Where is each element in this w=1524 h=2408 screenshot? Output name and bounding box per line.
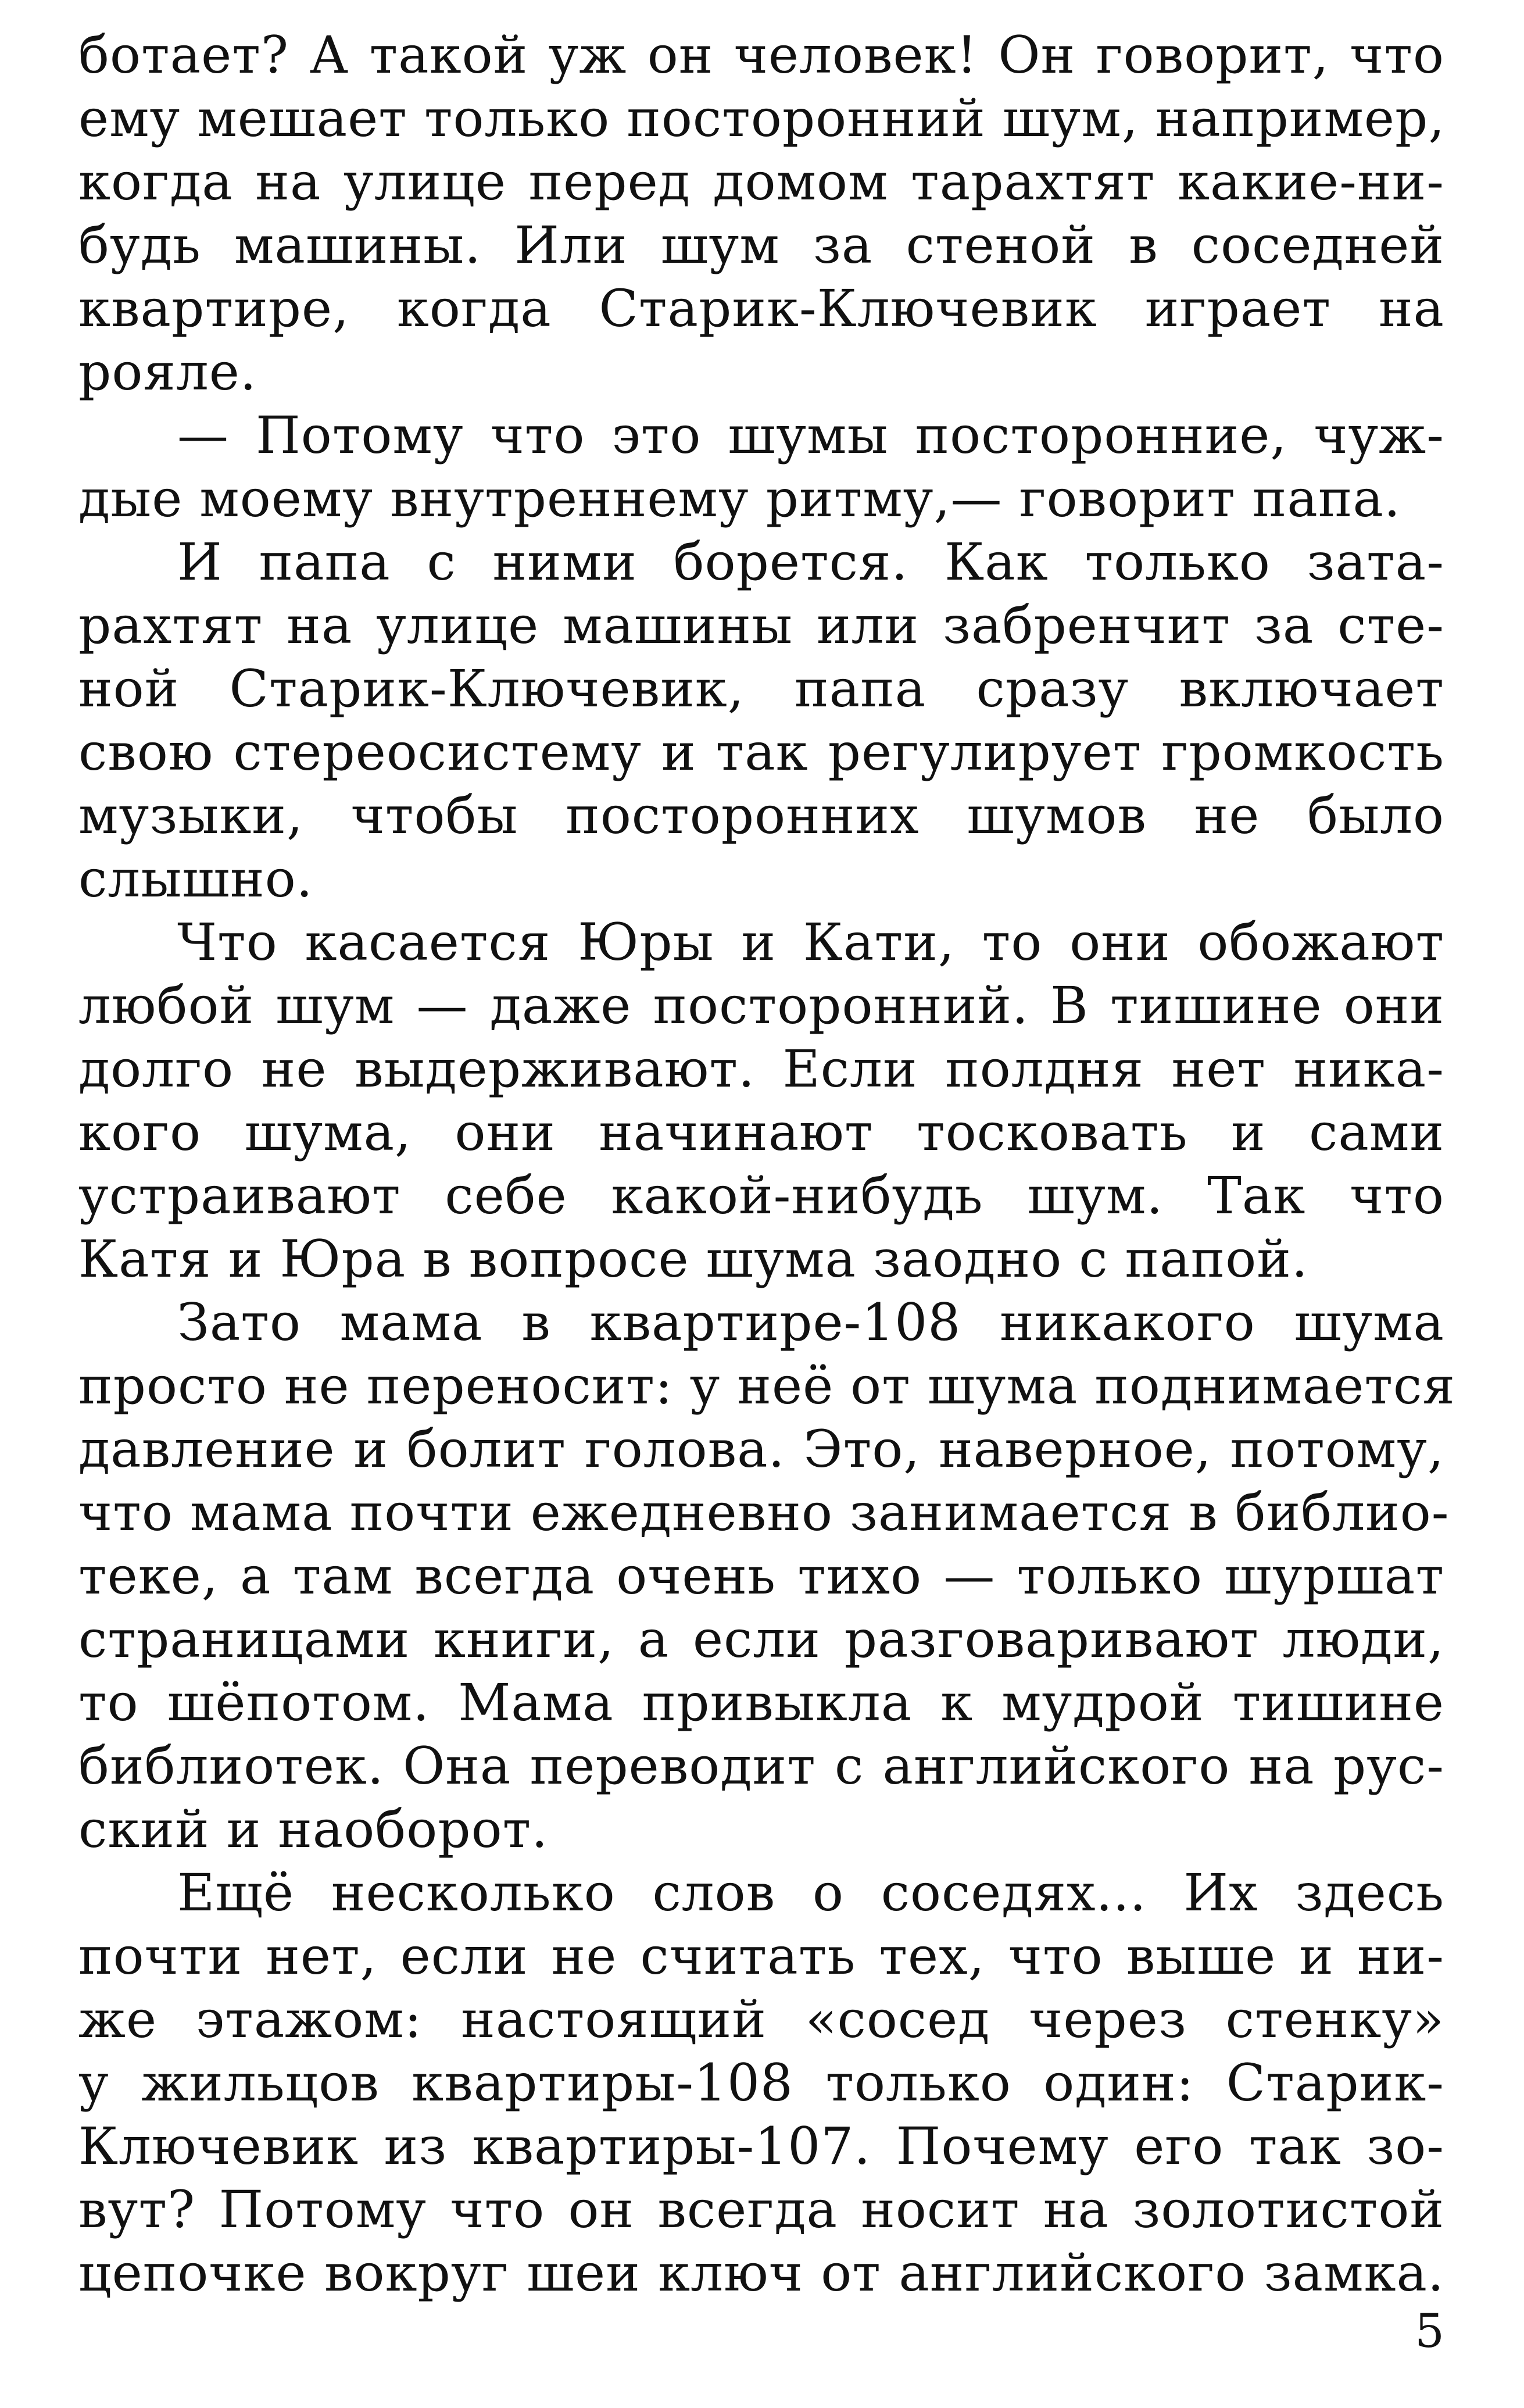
text-line: Что касается Юры и Кати, то они обожают: [177, 912, 1444, 972]
text-line: ский и наоборот.: [78, 1799, 549, 1859]
text-line: кого шума, они начинают тосковать и сами: [78, 1102, 1444, 1162]
text-line: Ещё несколько слов о соседях... Их здесь: [177, 1863, 1444, 1923]
text-line: квартире, когда Старик-Ключевик играет на: [78, 278, 1444, 338]
text-line: то шёпотом. Мама привыкла к мудрой тишине: [78, 1673, 1444, 1732]
text-line: библиотек. Она переводит с английского на рус-: [78, 1736, 1444, 1796]
text-line: страницами книги, а если разговаривают люди,: [78, 1609, 1444, 1669]
text-line: устраивают себе какой-нибудь шум. Так что: [78, 1166, 1444, 1226]
page-number: 5: [1415, 2304, 1444, 2358]
text-line: почти нет, если не считать тех, что выше и ни-: [78, 1926, 1444, 1986]
text-line: Ключевик из квартиры-107. Почему его так зо-: [78, 2116, 1444, 2176]
text-line: И папа с ними борется. Как только зата-: [177, 532, 1444, 592]
text-line: ботает? А такой уж он человек! Он говорит, что: [78, 25, 1444, 85]
text-line: просто не переносит: у неё от шума поднимается: [78, 1356, 1455, 1416]
text-line: же этажом: настоящий «сосед через стенку»: [78, 1989, 1444, 2049]
text-line: давление и болит голова. Это, наверное, потому,: [78, 1419, 1444, 1479]
text-line: свою стереосистему и так регулирует громкость: [78, 722, 1444, 782]
text-line: у жильцов квартиры-108 только один: Старик-: [78, 2053, 1444, 2113]
text-line: вут? Потому что он всегда носит на золотистой: [78, 2180, 1444, 2239]
text-line: — Потому что это шумы посторонние, чуж-: [177, 405, 1444, 465]
text-line: будь машины. Или шум за стеной в соседней: [78, 215, 1444, 275]
text-line: теке, а там всегда очень тихо — только шуршат: [78, 1546, 1444, 1606]
text-line: цепочке вокруг шеи ключ от английского замка.: [78, 2243, 1444, 2303]
text-line: Катя и Юра в вопросе шума заодно с папой.: [78, 1229, 1308, 1289]
text-line: ему мешает только посторонний шум, например,: [78, 88, 1446, 148]
text-line: что мама почти ежедневно занимается в библио-: [78, 1482, 1450, 1542]
text-line: любой шум — даже посторонний. В тишине они: [78, 976, 1444, 1035]
text-line: музыки, чтобы посторонних шумов не было: [78, 785, 1444, 845]
text-line: рахтят на улице машины или забренчит за сте-: [78, 595, 1444, 655]
text-line: долго не выдерживают. Если полдня нет ника-: [78, 1039, 1444, 1099]
text-line: рояле.: [78, 342, 257, 402]
page-text: [78, 23, 1455, 2305]
text-line: ной Старик-Ключевик, папа сразу включает: [78, 659, 1444, 719]
text-line: Зато мама в квартире-108 никакого шума: [177, 1292, 1444, 1352]
text-line: дые моему внутреннему ритму,— говорит папа.: [78, 469, 1401, 528]
text-line: слышно.: [78, 849, 313, 909]
text-line: когда на улице перед домом тарахтят какие-ни-: [78, 152, 1444, 212]
